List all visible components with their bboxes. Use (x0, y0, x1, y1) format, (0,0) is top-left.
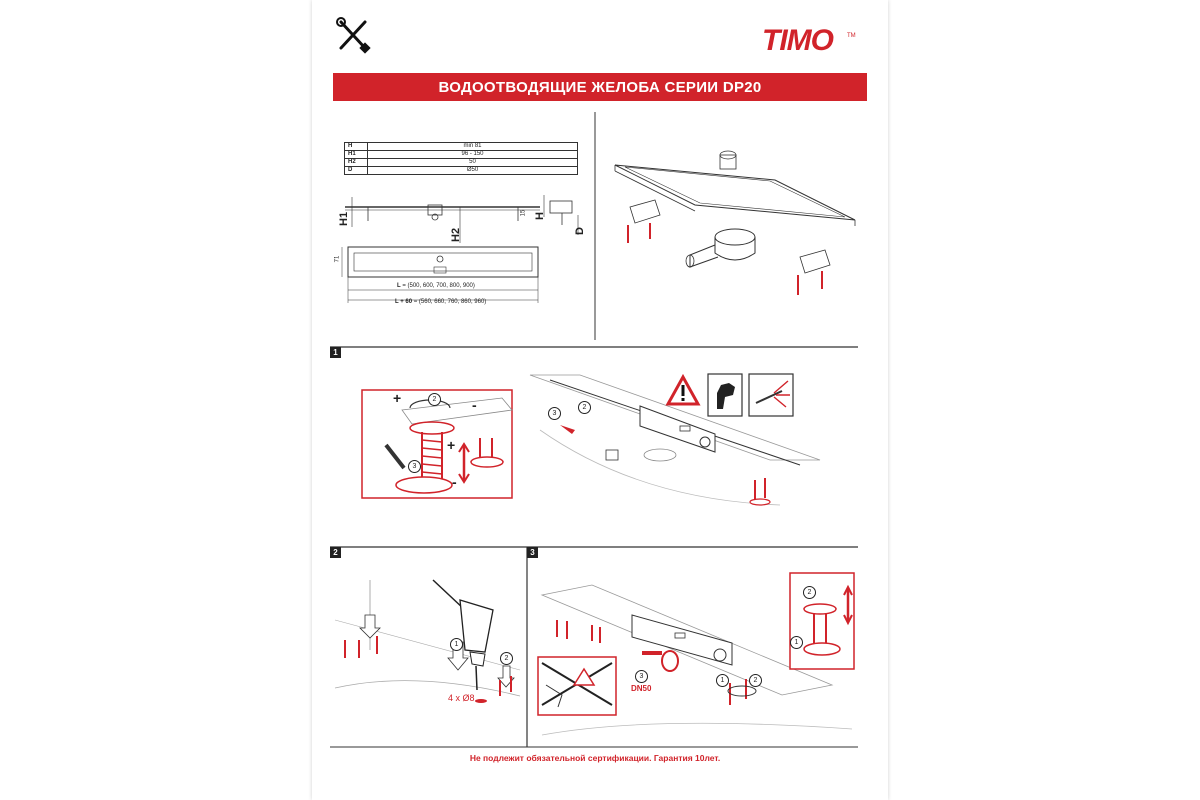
sharp-edges-icon (748, 373, 794, 417)
step2-drilling-drawing (335, 570, 525, 720)
length-label: L (397, 283, 401, 289)
spec-value: 50 (368, 159, 578, 167)
section-divider (594, 112, 596, 340)
page-title-text: ВОДООТВОДЯЩИЕ ЖЕЛОБА СЕРИИ DP20 (438, 78, 762, 96)
spec-value: min 81 (368, 143, 578, 151)
spec-row (345, 143, 578, 151)
callout-marker: 1 (450, 638, 463, 651)
step-number-badge: 3 (527, 547, 538, 558)
step-number-badge: 2 (330, 547, 341, 558)
certification-note: Не подлежит обязательной сертификации. Гарантия 10лет. (469, 753, 721, 763)
step1-rule (330, 346, 858, 348)
length60-values: = (560, 660, 760, 860, 960) (412, 299, 487, 305)
callout-marker: 1 (790, 636, 803, 649)
plus-sign: + (393, 390, 402, 406)
h-label: H (534, 212, 546, 220)
top-width-dimension: 71 (334, 255, 341, 263)
length-dimension (397, 283, 475, 289)
callout-marker: 2 (428, 393, 441, 406)
spec-key: D (345, 167, 368, 175)
brand-trademark: TM (847, 33, 856, 39)
callout-marker: 3 (408, 460, 421, 473)
bottom-rule (330, 746, 858, 748)
h-dimension: 15 (520, 209, 527, 217)
side-view-drawing (340, 195, 590, 315)
d-label: D (574, 227, 586, 235)
minus-sign: - (472, 397, 477, 413)
spec-key: H1 (345, 151, 368, 159)
spec-value: Ø50 (368, 167, 578, 175)
plus-sign: + (447, 437, 456, 453)
callout-marker: 3 (548, 407, 561, 420)
spec-value: 96 - 150 (368, 151, 578, 159)
callout-marker: 2 (500, 652, 513, 665)
callout-marker: 2 (803, 586, 816, 599)
spec-row (345, 167, 578, 175)
brand-logo: TIMO (762, 24, 833, 57)
step-number-badge: 1 (330, 347, 341, 358)
spec-key: H2 (345, 159, 368, 167)
callout-marker: 3 (635, 670, 648, 683)
leveling-detail-inset (362, 390, 512, 498)
spec-key: H (345, 143, 368, 151)
step-divider (526, 547, 528, 747)
spec-table (344, 142, 578, 175)
minus-sign: - (452, 474, 457, 490)
tools-icon (335, 18, 371, 54)
h2-label: H2 (450, 227, 462, 242)
drill-size-label: 4 x Ø8 (448, 693, 475, 703)
pipe-size-label: DN50 (631, 684, 652, 693)
length-values: = (500, 600, 700, 800, 900) (400, 283, 475, 289)
callout-marker: 2 (578, 401, 591, 414)
length60-dimension (395, 299, 486, 305)
h1-label: H1 (338, 211, 350, 226)
page-title (333, 73, 867, 101)
spec-row (345, 151, 578, 159)
spec-row (345, 159, 578, 167)
callout-marker: 2 (749, 674, 762, 687)
length60-label: L + 60 (395, 299, 413, 305)
step23-rule (330, 546, 858, 548)
product-exploded-view (610, 145, 860, 300)
wear-gloves-icon (707, 373, 743, 417)
callout-marker: 1 (716, 674, 729, 687)
warning-triangle-icon (666, 374, 700, 408)
